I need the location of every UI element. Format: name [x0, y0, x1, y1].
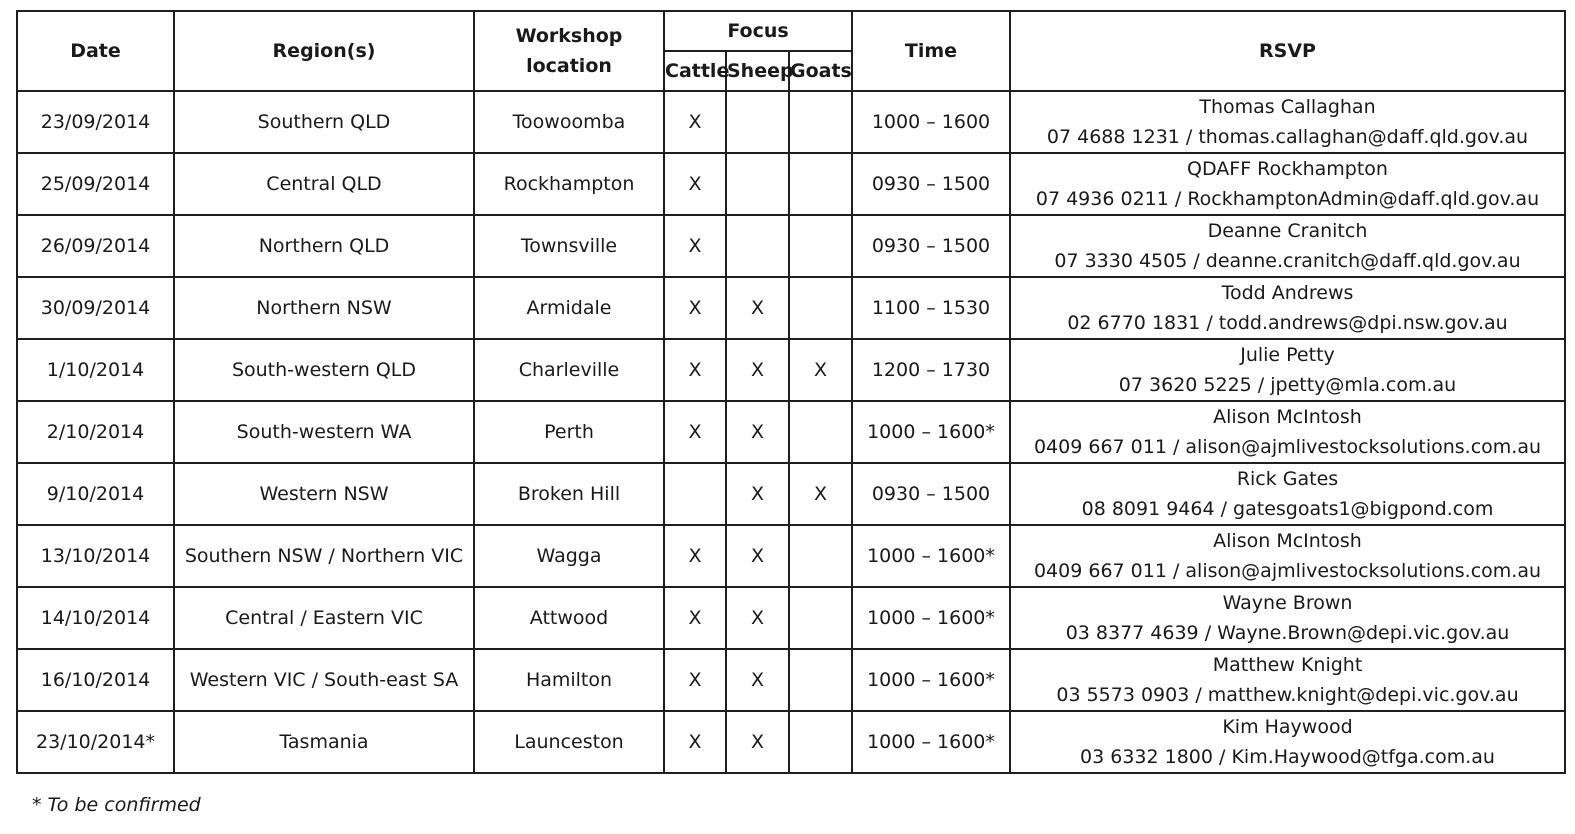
cell-region: South-western WA — [174, 401, 474, 463]
rsvp-contact[interactable]: 07 4936 0211 / RockhamptonAdmin@daff.qld.gov.au — [1035, 188, 1540, 210]
cell-goats: X — [789, 463, 852, 525]
cell-time: 0930 – 1500 — [852, 215, 1010, 277]
table-row — [17, 463, 1565, 525]
rsvp-name: Wayne Brown — [1222, 592, 1353, 614]
cell-sheep: X — [726, 587, 789, 649]
cell-cattle: X — [664, 153, 726, 215]
cell-time: 1000 – 1600* — [852, 587, 1010, 649]
cell-sheep: X — [726, 525, 789, 587]
rsvp-contact[interactable]: 0409 667 011 / alison@ajmlivestocksolutions.com.au — [1033, 436, 1542, 458]
cell-time: 1000 – 1600* — [852, 525, 1010, 587]
header-regions: Region(s) — [174, 11, 474, 91]
header-focus: Focus — [664, 11, 852, 51]
cell-rsvp — [1010, 587, 1565, 649]
cell-region: Central QLD — [174, 153, 474, 215]
cell-region: Northern QLD — [174, 215, 474, 277]
rsvp-name: Todd Andrews — [1221, 282, 1354, 304]
rsvp-contact[interactable]: 07 3330 4505 / deanne.cranitch@daff.qld.gov.au — [1054, 250, 1521, 272]
cell-location: Wagga — [474, 525, 664, 587]
cell-date: 26/09/2014 — [17, 215, 174, 277]
cell-sheep: X — [726, 339, 789, 401]
cell-location: Toowoomba — [474, 91, 664, 153]
rsvp-name: Alison McIntosh — [1213, 530, 1362, 552]
footnote: * To be confirmed — [32, 794, 201, 816]
cell-goats — [789, 401, 852, 463]
cell-time: 1200 – 1730 — [852, 339, 1010, 401]
cell-cattle: X — [664, 401, 726, 463]
cell-cattle: X — [664, 277, 726, 339]
cell-goats — [789, 649, 852, 711]
cell-goats — [789, 153, 852, 215]
cell-region: Western VIC / South-east SA — [174, 649, 474, 711]
cell-date: 9/10/2014 — [17, 463, 174, 525]
cell-time: 1000 – 1600* — [852, 401, 1010, 463]
cell-rsvp — [1010, 649, 1565, 711]
cell-rsvp — [1010, 401, 1565, 463]
cell-location: Armidale — [474, 277, 664, 339]
cell-rsvp — [1010, 277, 1565, 339]
cell-time: 0930 – 1500 — [852, 153, 1010, 215]
cell-sheep: X — [726, 649, 789, 711]
cell-sheep: X — [726, 463, 789, 525]
rsvp-contact[interactable]: 0409 667 011 / alison@ajmlivestocksolutions.com.au — [1033, 560, 1542, 582]
cell-location: Attwood — [474, 587, 664, 649]
cell-time: 1000 – 1600* — [852, 649, 1010, 711]
cell-sheep — [726, 91, 789, 153]
cell-location: Perth — [474, 401, 664, 463]
header-row — [17, 11, 1565, 51]
rsvp-contact[interactable]: 02 6770 1831 / todd.andrews@dpi.nsw.gov.au — [1067, 312, 1508, 334]
rsvp-name: Deanne Cranitch — [1207, 220, 1368, 242]
cell-cattle: X — [664, 711, 726, 773]
header-date: Date — [17, 11, 174, 91]
cell-date: 30/09/2014 — [17, 277, 174, 339]
rsvp-contact[interactable]: 07 3620 5225 / jpetty@mla.com.au — [1118, 374, 1457, 396]
rsvp-name: Rick Gates — [1236, 468, 1339, 490]
rsvp-name: Julie Petty — [1240, 344, 1335, 366]
cell-date: 14/10/2014 — [17, 587, 174, 649]
cell-goats — [789, 277, 852, 339]
cell-location: Hamilton — [474, 649, 664, 711]
cell-goats — [789, 711, 852, 773]
rsvp-name: QDAFF Rockhampton — [1187, 158, 1388, 180]
cell-region: Central / Eastern VIC — [174, 587, 474, 649]
cell-time: 1000 – 1600* — [852, 711, 1010, 773]
header-workshop-location-line2: location — [526, 55, 612, 77]
cell-date: 23/10/2014* — [17, 711, 174, 773]
header-rsvp: RSVP — [1010, 11, 1565, 91]
cell-cattle: X — [664, 91, 726, 153]
rsvp-contact[interactable]: 03 8377 4639 / Wayne.Brown@depi.vic.gov.au — [1065, 622, 1510, 644]
cell-date: 2/10/2014 — [17, 401, 174, 463]
table-row — [17, 91, 1565, 153]
cell-sheep: X — [726, 277, 789, 339]
cell-region: Northern NSW — [174, 277, 474, 339]
cell-cattle: X — [664, 649, 726, 711]
cell-cattle: X — [664, 525, 726, 587]
workshop-schedule-table — [16, 10, 1566, 774]
document-page — [16, 10, 1564, 774]
cell-sheep: X — [726, 711, 789, 773]
table-row — [17, 339, 1565, 401]
table-row — [17, 153, 1565, 215]
cell-time: 0930 – 1500 — [852, 463, 1010, 525]
header-sheep: Sheep — [726, 51, 789, 91]
cell-location: Broken Hill — [474, 463, 664, 525]
cell-location: Launceston — [474, 711, 664, 773]
cell-date: 16/10/2014 — [17, 649, 174, 711]
cell-region: Tasmania — [174, 711, 474, 773]
rsvp-name: Alison McIntosh — [1213, 406, 1362, 428]
cell-goats — [789, 587, 852, 649]
table-row — [17, 401, 1565, 463]
cell-date: 13/10/2014 — [17, 525, 174, 587]
header-cattle: Cattle — [664, 51, 726, 91]
cell-cattle: X — [664, 215, 726, 277]
cell-goats — [789, 525, 852, 587]
cell-location: Charleville — [474, 339, 664, 401]
cell-rsvp — [1010, 525, 1565, 587]
cell-region: Southern QLD — [174, 91, 474, 153]
cell-rsvp — [1010, 91, 1565, 153]
cell-goats: X — [789, 339, 852, 401]
table-row — [17, 215, 1565, 277]
cell-location: Townsville — [474, 215, 664, 277]
table-row — [17, 525, 1565, 587]
cell-region: South-western QLD — [174, 339, 474, 401]
cell-sheep: X — [726, 401, 789, 463]
cell-region: Western NSW — [174, 463, 474, 525]
cell-region: Southern NSW / Northern VIC — [174, 525, 474, 587]
cell-location: Rockhampton — [474, 153, 664, 215]
cell-date: 23/09/2014 — [17, 91, 174, 153]
rsvp-name: Kim Haywood — [1222, 716, 1353, 738]
cell-sheep — [726, 153, 789, 215]
header-time: Time — [852, 11, 1010, 91]
cell-cattle: X — [664, 339, 726, 401]
cell-date: 1/10/2014 — [17, 339, 174, 401]
cell-rsvp — [1010, 711, 1565, 773]
cell-goats — [789, 215, 852, 277]
cell-time: 1100 – 1530 — [852, 277, 1010, 339]
rsvp-name: Thomas Callaghan — [1199, 96, 1376, 118]
table-row — [17, 587, 1565, 649]
cell-rsvp — [1010, 215, 1565, 277]
rsvp-name: Matthew Knight — [1212, 654, 1363, 676]
cell-rsvp — [1010, 339, 1565, 401]
cell-cattle: X — [664, 587, 726, 649]
header-workshop-location — [474, 11, 664, 91]
table-row — [17, 649, 1565, 711]
cell-sheep — [726, 215, 789, 277]
header-goats: Goats — [789, 51, 852, 91]
table-row — [17, 277, 1565, 339]
cell-cattle — [664, 463, 726, 525]
header-workshop-location-line1: Workshop — [515, 25, 623, 47]
cell-rsvp — [1010, 463, 1565, 525]
rsvp-contact[interactable]: 03 5573 0903 / matthew.knight@depi.vic.gov.au — [1056, 684, 1519, 706]
cell-time: 1000 – 1600 — [852, 91, 1010, 153]
table-body — [17, 91, 1565, 773]
cell-goats — [789, 91, 852, 153]
cell-date: 25/09/2014 — [17, 153, 174, 215]
rsvp-contact[interactable]: 03 6332 1800 / Kim.Haywood@tfga.com.au — [1080, 746, 1495, 768]
cell-rsvp — [1010, 153, 1565, 215]
rsvp-contact[interactable]: 08 8091 9464 / gatesgoats1@bigpond.com — [1081, 498, 1494, 520]
rsvp-contact[interactable]: 07 4688 1231 / thomas.callaghan@daff.qld.gov.au — [1046, 126, 1529, 148]
table-row — [17, 711, 1565, 773]
